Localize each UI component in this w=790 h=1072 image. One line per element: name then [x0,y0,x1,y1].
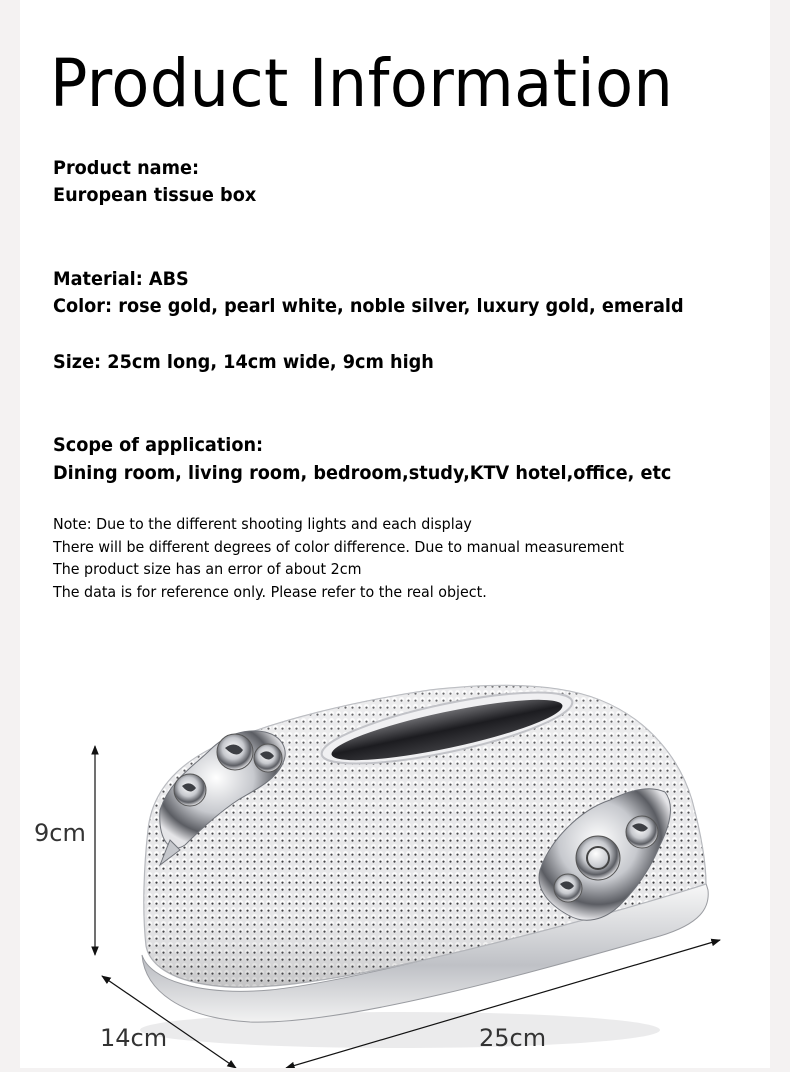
product-name-value: European tissue box [53,184,257,206]
product-name-label: Product name: [53,157,200,179]
page-title: Product Information [50,45,674,122]
product-info-page [20,0,770,1068]
scope-value: Dining room, living room, bedroom,study,KTV hotel,office, etc [53,462,672,484]
note-line: The product size has an error of about 2cm [53,560,362,578]
size-text: Size: 25cm long, 14cm wide, 9cm high [53,351,434,373]
note-line: There will be different degrees of color difference. Due to manual measurement [53,537,625,556]
color-text: Color: rose gold, pearl white, noble silver, luxury gold, emerald [53,295,684,317]
scope-label: Scope of application: [53,434,264,456]
product-figure [20,640,770,1068]
height-dimension-label: 9cm [34,819,86,847]
tissue-box-illustration [20,640,770,1068]
length-dimension-label: 25cm [479,1024,547,1052]
note-line: Note: Due to the different shooting lights and each display [53,515,472,533]
material-text: Material: ABS [53,268,189,290]
width-dimension-label: 14cm [100,1024,168,1052]
note-line: The data is for reference only. Please refer to the real object. [53,582,487,601]
